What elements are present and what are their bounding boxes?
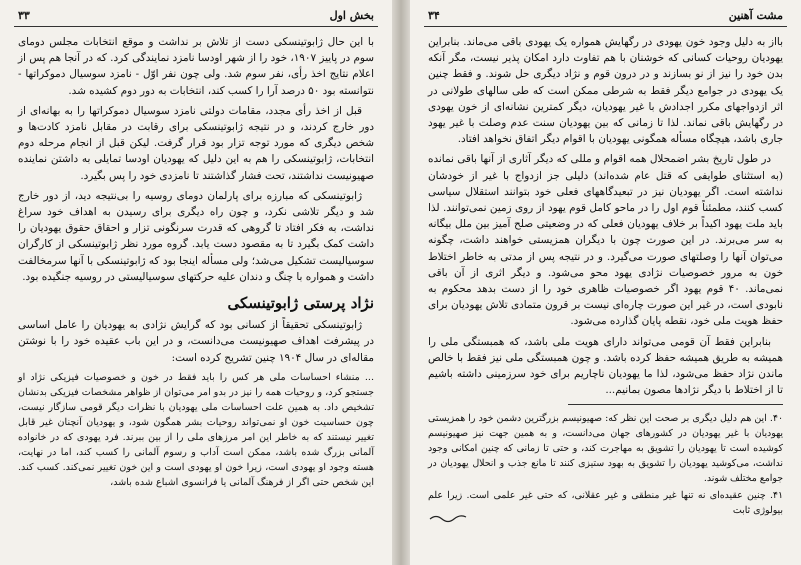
left-header-title: بخش اول: [329, 9, 374, 22]
footnote-divider: [568, 404, 783, 405]
right-paragraph-1: بااز به دلیل وجود خون یهودی در رگهایش همواره یک یهودی باقی می‌ماند. بنابراین یهودیان روحیات کسانی که خوشنان با هم تفاوت دارد امکان پذیر نیست، مگر آنکه بدن خود را نیز از نو بسازند و در درون قوم و نژاد دیگری حل شوند. و فقط چنین یک یهودی در جوامع دیگر فقط به شرطی ممکن است که طی سالهای طولانی در اثر ازدواجهای مکرر اجدادش با غیر یهودیان، دیگر کمترین نشانه‌ای از خون یهودی در رگهایش باقی نماند. لذا تا زمانی که بین یهودیان سنت عدم وصلت با غیر یهود جاری باشد، هیچگاه مسأله همگونی یهودیان با اقوام دیگر اتفاق نخواهد افتاد.: [428, 36, 783, 146]
right-header-title: مشت آهنین: [728, 9, 783, 22]
block-quote: ... منشاء احساسات ملی هر کس را باید فقط در خون و خصوصیات فیزیکی نژاد او جستجو کرد، و روحیات همه را نیز در بدو امر می‌توان از ظواهر مشخصات فیزیکی بدنشان تشخیص داد. به همین علت احساسات ملی یهودیان با نظرات دیگر قومی سازگار نیست، چون حساسیت خون او نمی‌تواند روحیات بشر همگون شود، و یهودیان آنچنان غیر قابل تغییر نیستند که به خاطر این امر مرزهای ملی را از بین ببرند. فرد یهودی که در خانواده آلمانی بزرگ شده باشد، ممکن است آداب و رسوم آلمانی را کسب کند، اما در نهایت، هسته وجود او یهودی است، زیرا خون او یهودی است و این خون تغییر نمی‌کند. کسب کند. این شخص حتی اگر از فرهنگ آلمانی یا فرانسوی اشباع شده باشد،: [18, 371, 374, 488]
right-running-head: [424, 6, 787, 27]
right-page-body: [428, 34, 783, 520]
left-running-head: [14, 6, 378, 27]
footnotes: [428, 411, 783, 518]
footnote-40: ۴۰. این هم دلیل دیگری بر صحت این نظر که: صهیونیسم بزرگترین دشمن خود را همزیستی یهودیان با غیر یهودیان در کشورهای جهان می‌دانست، و به همین جهت نیز صهیونیسم کوشیده است تا یهودیان را تشویق به مهاجرت کند، و حتی تا زمانی که چنین امکانی وجود نداشت، می‌کوشید یهودیان را تشویق به بهود ستیزی کنند تا مانع جذب و انحلال یهودیان در جوامع مختلف شوند.: [428, 413, 783, 485]
book-gutter: [392, 0, 410, 565]
left-page-body: [18, 34, 374, 494]
footnote-41: ۴۱. چنین عقیده‌ای نه تنها غیر منطقی و غیر عقلانی، که حتی غیر علمی است. زیرا علم بیولوژی ثابت: [428, 490, 783, 517]
left-page-number: ۳۳: [18, 9, 30, 22]
left-paragraph-1: با این حال ژابوتینسکی دست از تلاش بر نداشت و موقع انتخابات مجلس دومای سوم در پاییز ۱۹۰۷، خود را از شهر اودسا نامزد نمایندگی کرد. که در آنجا هم پس از اعلام نتایج اخذ رأی، نفر سوم شد. ولی چون نفر اوّل - نامزد سوسیال دموکراتها - نتوانسته بود ۵۰ درصد آرا را کسب کند، انتخابات به دور دوم کشیده شد.: [18, 36, 374, 97]
right-paragraph-3: بنابراین فقط آن قومی می‌تواند دارای هویت ملی باشد، که همبستگی ملی را همیشه به طریق همیشه حفظ کرده باشد. و چون همبستگی ملی نیز فقط با خالص ماندن نژاد حفظ می‌شود، لذا ما یهودیان ناچاریم برای خود سرزمینی داشته باشیم تا از اختلاط با دیگر نژادها مصون بمانیم...: [428, 335, 783, 397]
left-paragraph-2: قبل از اخذ رأی مجدد، مقامات دولتی نامزد سوسیال دموکراتها را به بهانه‌ای از دور خارج کردند، و در نتیجه ژابوتینسکی برای رقابت در مقابل نامزد کادت‌ها و شخص دیگری که مورد توجه تزار بود قرار گرفت. لیکن قبل از انجام مرحله دوم انتخابات، ژابوتینسکی را هم به این دلیل که یهودیان اودسا تمایلی به داشتن نماینده صهیونیست نداشتند، تحت فشار گذاشتند تا نامزدی خود را پس بگیرد.: [18, 104, 374, 182]
right-paragraph-2: در طول تاریخ بشر اضمحلال همه اقوام و مللی که دیگر آثاری از آنها باقی نمانده (به استثنای طوایفی که قتل عام شده‌اند) دلیلی جز ازدواج با غیر از خودشان نداشته است. اگر یهودیان نیز در تبعیدگاههای فعلی خود بتوانند استقلال سیاسی کسب کنند، مطمئناً قوم اول را در ماحو کامل قوم یهود از روی زمین نمی‌توانند. لذا باید ملت یهود اکیداً بر خلاف یهودیان فعلی که در وضعیتی صلح آمیز بین ملل بیگانه به سر می‌برند. در این صورت چون با دیگران همزیستی خواهند داشت، چگونه می‌توان آنها را وصلتهای صورت می‌گیرد. و در نتیجه پس از مدتی به خاطر اختلاط خون به مرور خصوصیات نژادی یهود محو می‌شود. و دیگر اثری از آن باقی نمی‌ماند. ۴۰ قوم یهود اگر خصوصیات ظاهری خود را از دست بدهد محکوم به نابودی است، در غیر این صورت چاره‌ای نیست بر قرون متمادی تلاش یهودیان برای حفظ هویت ملی خود، نقطه پایان گذارده می‌شود.: [428, 153, 784, 328]
section-paragraph: ژابوتینسکی تحقیقاً از کسانی بود که گرایش نژادی به یهودیان را عامل اساسی در پیشرفت اهداف صهیونیست می‌دانست، و در این باب عقیده خود را با نوشتن مقاله‌ای در سال ۱۹۰۴ چنین تشریح کرده است:: [18, 319, 374, 364]
left-page: [0, 0, 392, 565]
right-page: [410, 0, 801, 565]
section-title: نژاد پرستی ژابوتینسکی: [227, 294, 374, 313]
left-paragraph-3: ژابوتینسکی که مبارزه برای پارلمان دومای روسیه را بی‌نتیجه دید، از دور خارج شد و دیگر تلاشی نکرد، و چون راه دیگری برای رسیدن به اهداف خود سراغ نداشت، به فکر افتاد تا گروهی که قدرت سرنگونی تزار و احقاق حقوق یهودیان را داشت کمک بگیرد تا به مقصود دست یابد. گروه مورد نظر ژابوتینسکی از کارگران سوسیالیست تشکیل می‌شد؛ ولی مسأله اینجا بود که ژابوتینسکی با آنها سرمخالفت داشت و همواره با چنگ و دندان علیه حرکتهای سوسیالیستی در روسیه جنگیده بود.: [18, 189, 374, 283]
continuation-mark-icon: [428, 513, 468, 523]
right-page-number: ۳۴: [428, 9, 440, 22]
